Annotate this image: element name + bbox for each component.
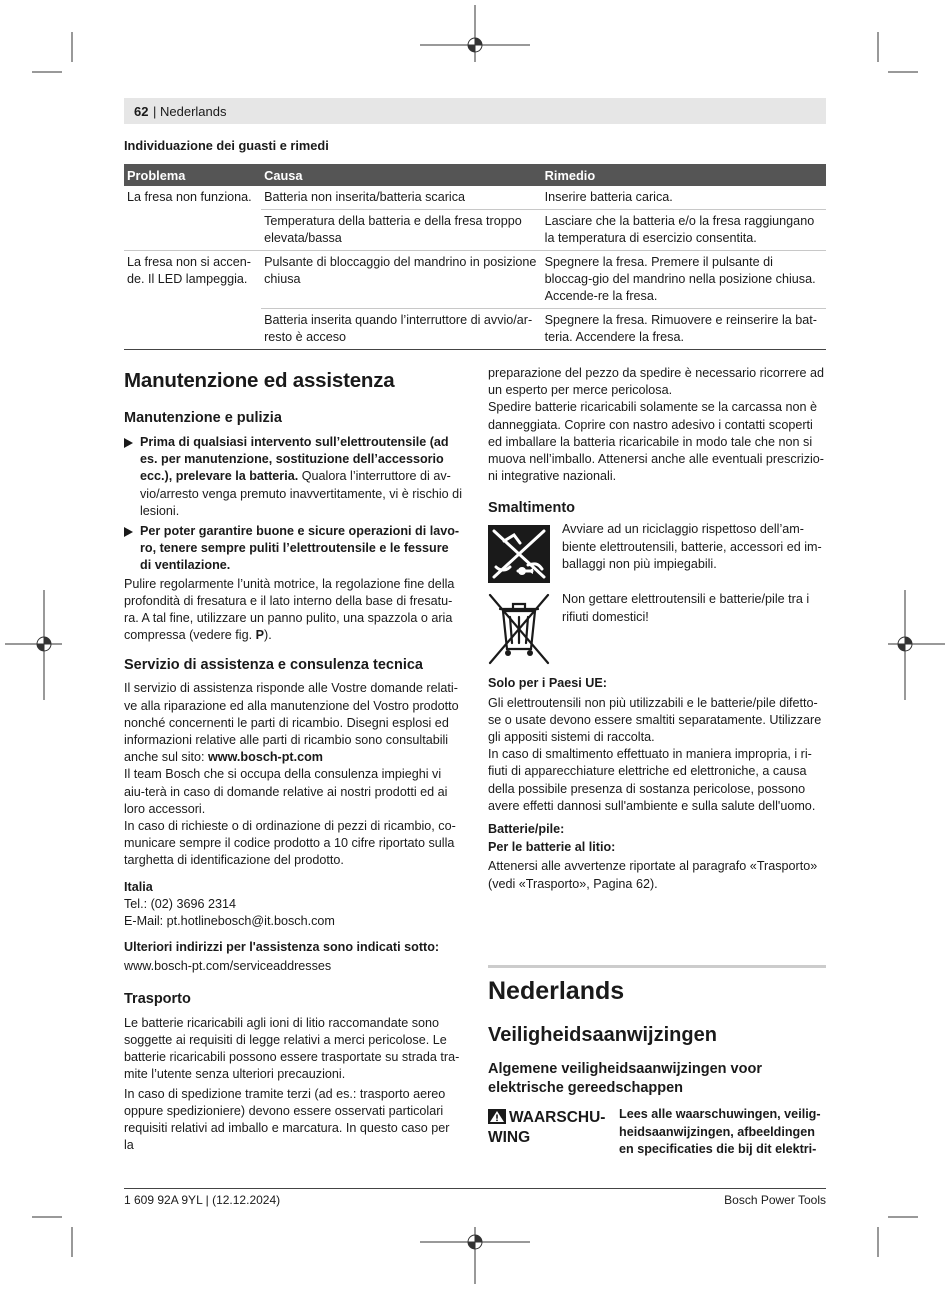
header-language: Nederlands <box>160 104 227 119</box>
maintenance-heading: Manutenzione ed assistenza <box>124 369 395 392</box>
nl-section <box>488 975 826 1166</box>
recycle-crossed-icon <box>488 525 550 583</box>
table-row <box>124 251 826 309</box>
eu-paragraph-1: Gli elettroutensili non più utilizzabili e le batterie/pile difetto-se o usate devono essere smaltiti separatamente. Utilizzare gli appositi sistemi di raccolta. <box>488 695 822 745</box>
table-cell: Spegnere la fresa. Premere il pulsante di bloccag-gio del mandrino nella posizione chiusa. Accende-re la fresa. <box>542 251 826 309</box>
transport-paragraph-2: In caso di spedizione tramite terzi (ad es.: trasporto aereo oppure spedizioniere) devono essere osservati particolari requisiti relativi ad imballo e marcatura. In questo caso per la <box>124 1086 450 1153</box>
crossed-bin-icon <box>488 593 550 665</box>
country-label: Italia <box>124 879 153 894</box>
warning-label-line-2: WING <box>488 1129 531 1146</box>
footer-divider <box>124 1188 826 1189</box>
batteries-heading: Batterie/pile: <box>488 822 565 837</box>
nl-title: Nederlands <box>488 977 625 1005</box>
lithium-paragraph: Attenersi alle avvertenze riportate al paragrafo «Trasporto» (vedi «Trasporto», Pagina 62). <box>488 859 818 891</box>
left-column <box>124 365 462 1154</box>
section-divider <box>488 965 826 968</box>
more-addresses-label: Ulteriori indirizzi per l'assistenza sono indicati sotto: <box>124 940 440 955</box>
disposal-heading: Smaltimento <box>488 500 576 517</box>
table-cell <box>124 309 261 350</box>
transport-heading: Trasporto <box>124 990 191 1007</box>
table-cell: Temperatura della batteria e della fresa troppo elevata/bassa <box>261 210 542 251</box>
column-header-problem: Problema <box>124 164 261 186</box>
warning-triangle-icon <box>488 1109 506 1124</box>
table-cell: Spegnere la fresa. Rimuovere e reinserire la bat-teria. Accendere la fresa. <box>542 309 826 350</box>
footer-document-id: 1 609 92A 9YL | (12.12.2024) <box>124 1193 281 1207</box>
phone-number: Tel.: (02) 3696 2314 <box>124 896 237 911</box>
table-cell <box>124 210 261 251</box>
table-row <box>124 186 826 210</box>
troubleshooting-title: Individuazione dei guasti e rimedi <box>124 138 329 153</box>
table-cell: Inserire batteria carica. <box>544 190 673 205</box>
cleaning-heading: Manutenzione e pulizia <box>124 410 282 426</box>
bullet-text: Per poter garantire buone e sicure operazioni di lavo-ro, tenere sempre puliti l’elettroutensile e le fessure di ventilazione. <box>140 524 460 573</box>
bullet-triangle-icon <box>124 438 133 448</box>
warning-text: Lees alle waarschuwingen, veilig-heidsaanwijzingen, afbeeldingen en specificaties die bij dit elektri- <box>619 1107 821 1156</box>
table-cell: La fresa non funziona. <box>127 190 252 205</box>
bullet-item <box>124 523 462 575</box>
transport-continued: preparazione del pezzo da spedire è necessario ricorrere ad un esperto per merce pericolosa. <box>488 366 825 398</box>
service-paragraph-2: Il team Bosch che si occupa della consulenza impieghi vi aiu-terà in caso di domande relative ai nostri prodotti ed ai loro accessori. <box>124 767 448 816</box>
transport-paragraph-1: Le batterie ricaricabili agli ioni di litio raccomandate sono soggette ai requisiti di legge relativi a merci pericolose. Le batterie ricaricabili possono essere trasportate su strada tra-mite l’utente senza ulteriori precauzioni. <box>124 1015 460 1082</box>
nl-safety-heading: Veiligheidsaanwijzingen <box>488 1024 717 1046</box>
table-cell: Pulsante di bloccaggio del mandrino in posizione chiusa <box>261 251 542 309</box>
warning-badge <box>488 1108 613 1148</box>
table-cell: Lasciare che la batteria e/o la fresa raggiungano la temperatura di esercizio consentita. <box>542 210 826 251</box>
disposal-row-1 <box>488 523 826 587</box>
lithium-heading: Per le batterie al litio: <box>488 840 616 855</box>
eu-heading: Solo per i Paesi UE: <box>488 676 607 691</box>
disposal-row-2 <box>488 593 826 667</box>
bullet-triangle-icon <box>124 527 133 537</box>
nl-general-heading: Algemene veiligheidsaanwijzingen voor elektrische gereedschappen <box>488 1061 762 1096</box>
transport-paragraph-3: Spedire batterie ricaricabili solamente se la carcassa non è danneggiata. Coprire con nastro adesivo i contatti scoperti ed imballare la batteria ricaricabile in modo tale che non si muova nell’imballo. Attenersi anche alle eventuali prescrizio-ni integrative nazionali. <box>488 400 825 484</box>
disposal-text-2: Non gettare elettroutensili e batterie/pile tra i rifiuti domestici! <box>562 592 810 624</box>
header-separator: | <box>153 104 157 119</box>
cleaning-paragraph: Pulire regolarmente l’unità motrice, la regolazione fine della profondità di fresatura e il lato interno della base di fresatu-ra. A tal fine, utilizzare un panno pulito, una spazzola o aria compressa (vedere fig. P). <box>124 576 455 643</box>
email-address[interactable]: E-Mail: pt.hotlinebosch@it.bosch.com <box>124 914 335 929</box>
bullet-item <box>124 434 462 520</box>
warning-block <box>488 1106 826 1166</box>
right-column <box>488 365 826 893</box>
troubleshooting-table <box>124 164 826 350</box>
footer-brand: Bosch Power Tools <box>724 1193 826 1207</box>
table-cell: Batteria non inserita/batteria scarica <box>264 190 465 205</box>
bullet-text: Prima di qualsiasi intervento sull’elettroutensile (ad es. per manutenzione, sostituzione dell’accessorio ecc.), prelevare la batteria. Qualora l’interruttore di av-vio/arresto venga premuto inavvertitamente, vi è rischio di lesioni. <box>140 435 462 518</box>
service-paragraph: Il servizio di assistenza risponde alle Vostre domande relati-ve alla riparazione ed alla manutenzione del Vostro prodotto nonché concernenti le parti di ricambio. Disegni esplosi ed informazioni relative alle parti di ricambio sono consultabili anche sul sito: www.bosch-pt.com <box>124 681 459 765</box>
table-row <box>124 210 826 251</box>
column-header-cause: Causa <box>261 164 542 186</box>
warning-label-line-1: WAARSCHU- <box>509 1109 606 1126</box>
page-number: 62 <box>134 104 149 119</box>
service-heading: Servizio di assistenza e consulenza tecnica <box>124 657 423 674</box>
addresses-link[interactable]: www.bosch-pt.com/serviceaddresses <box>124 959 332 974</box>
disposal-text-1: Avviare ad un riciclaggio rispettoso dell’am-biente elettroutensili, batterie, accessori ed im-ballaggi non più impiegabili. <box>562 522 822 571</box>
table-cell: La fresa non si accen-de. Il LED lampeggia. <box>124 251 261 309</box>
table-header-row <box>124 164 826 186</box>
table-row <box>124 309 826 350</box>
service-link[interactable]: www.bosch-pt.com <box>208 750 323 765</box>
eu-paragraph-2: In caso di smaltimento effettuato in maniera impropria, i ri-fiuti di apparecchiature elettriche ed elettroniche, a causa della possibile presenza di sostanza pericolose, possono avere effetti dannosi sull'ambiente e sulla salute dell'uomo. <box>488 747 816 813</box>
service-paragraph-3: In caso di richieste o di ordinazione di pezzi di ricambio, co-municare sempre il codice prodotto a 10 cifre riportato sulla targhetta di identificazione del prodotto. <box>124 819 456 868</box>
column-header-remedy: Rimedio <box>542 164 826 186</box>
page-header <box>124 98 826 124</box>
table-cell: Batteria inserita quando l’interruttore di avvio/ar-resto è acceso <box>261 309 542 350</box>
